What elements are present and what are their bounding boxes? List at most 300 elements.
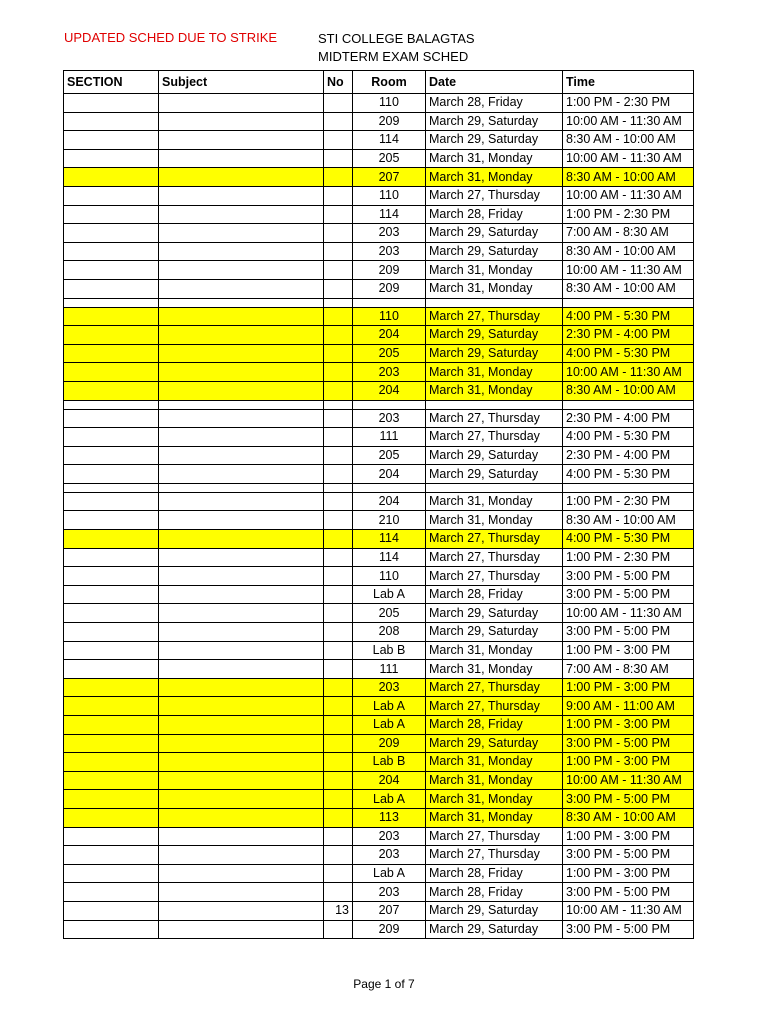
time-cell: 4:00 PM - 5:30 PM — [563, 530, 694, 549]
room-cell: 209 — [353, 112, 426, 131]
no-cell — [324, 604, 353, 623]
subject-cell — [159, 242, 324, 261]
date-cell: March 29, Saturday — [426, 604, 563, 623]
section-cell — [64, 149, 159, 168]
subject-cell — [159, 660, 324, 679]
table-row — [64, 279, 694, 298]
no-cell — [324, 716, 353, 735]
time-cell: 10:00 AM - 11:30 AM — [563, 604, 694, 623]
room-cell: Lab B — [353, 753, 426, 772]
date-cell: March 28, Friday — [426, 864, 563, 883]
room-cell: 114 — [353, 548, 426, 567]
subject-cell — [159, 261, 324, 280]
date-cell: March 31, Monday — [426, 641, 563, 660]
subject-cell — [159, 920, 324, 939]
time-cell: 1:00 PM - 3:00 PM — [563, 753, 694, 772]
room-cell: 203 — [353, 363, 426, 382]
room-cell: Lab A — [353, 716, 426, 735]
room-cell: 114 — [353, 530, 426, 549]
section-cell — [64, 205, 159, 224]
spacer-cell — [353, 400, 426, 409]
date-cell: March 27, Thursday — [426, 827, 563, 846]
room-cell: 204 — [353, 326, 426, 345]
subject-cell — [159, 149, 324, 168]
date-cell: March 29, Saturday — [426, 242, 563, 261]
time-cell: 10:00 AM - 11:30 AM — [563, 149, 694, 168]
time-cell: 1:00 PM - 2:30 PM — [563, 548, 694, 567]
section-cell — [64, 112, 159, 131]
table-row-highlighted — [64, 753, 694, 772]
no-cell — [324, 697, 353, 716]
room-cell: 205 — [353, 344, 426, 363]
subject-cell — [159, 623, 324, 642]
subject-cell — [159, 641, 324, 660]
room-cell: 209 — [353, 734, 426, 753]
subject-cell — [159, 548, 324, 567]
date-cell: March 31, Monday — [426, 771, 563, 790]
room-cell: 205 — [353, 149, 426, 168]
table-row — [64, 131, 694, 150]
table-row-highlighted — [64, 381, 694, 400]
col-no: No — [324, 71, 353, 94]
no-cell — [324, 846, 353, 865]
subject-cell — [159, 808, 324, 827]
section-cell — [64, 753, 159, 772]
date-cell: March 27, Thursday — [426, 428, 563, 447]
room-cell: 110 — [353, 186, 426, 205]
subject-cell — [159, 734, 324, 753]
subject-cell — [159, 697, 324, 716]
table-row-highlighted — [64, 790, 694, 809]
table-row — [64, 567, 694, 586]
spacer-row — [64, 483, 694, 492]
date-cell: March 29, Saturday — [426, 112, 563, 131]
section-cell — [64, 381, 159, 400]
room-cell: 203 — [353, 883, 426, 902]
room-cell: 110 — [353, 307, 426, 326]
no-cell — [324, 920, 353, 939]
table-row-highlighted — [64, 716, 694, 735]
time-cell: 10:00 AM - 11:30 AM — [563, 363, 694, 382]
no-cell — [324, 734, 353, 753]
room-cell: Lab B — [353, 641, 426, 660]
section-cell — [64, 716, 159, 735]
date-cell: March 28, Friday — [426, 205, 563, 224]
table-row-highlighted — [64, 363, 694, 382]
time-cell: 3:00 PM - 5:00 PM — [563, 585, 694, 604]
room-cell: 114 — [353, 205, 426, 224]
page-number: Page 1 of 7 — [353, 977, 415, 991]
date-cell: March 31, Monday — [426, 168, 563, 187]
table-row — [64, 261, 694, 280]
no-cell — [324, 94, 353, 113]
strike-notice: UPDATED SCHED DUE TO STRIKE — [64, 30, 278, 45]
date-cell: March 29, Saturday — [426, 623, 563, 642]
room-cell: 207 — [353, 168, 426, 187]
section-cell — [64, 530, 159, 549]
spacer-cell — [563, 483, 694, 492]
table-row — [64, 409, 694, 428]
spacer-cell — [426, 298, 563, 307]
section-cell — [64, 492, 159, 511]
section-cell — [64, 94, 159, 113]
section-cell — [64, 790, 159, 809]
table-row — [64, 920, 694, 939]
table-row — [64, 511, 694, 530]
subject-cell — [159, 567, 324, 586]
date-cell: March 31, Monday — [426, 790, 563, 809]
no-cell — [324, 446, 353, 465]
room-cell: Lab A — [353, 864, 426, 883]
date-cell: March 31, Monday — [426, 492, 563, 511]
section-cell — [64, 548, 159, 567]
date-cell: March 29, Saturday — [426, 131, 563, 150]
no-cell — [324, 623, 353, 642]
table-row — [64, 901, 694, 920]
time-cell: 7:00 AM - 8:30 AM — [563, 660, 694, 679]
no-cell — [324, 131, 353, 150]
time-cell: 3:00 PM - 5:00 PM — [563, 920, 694, 939]
table-row — [64, 883, 694, 902]
table-row — [64, 242, 694, 261]
no-cell — [324, 307, 353, 326]
subject-cell — [159, 409, 324, 428]
table-row — [64, 846, 694, 865]
table-row — [64, 112, 694, 131]
subject-cell — [159, 307, 324, 326]
section-cell — [64, 901, 159, 920]
table-row — [64, 465, 694, 484]
spacer-cell — [64, 483, 159, 492]
date-cell: March 31, Monday — [426, 660, 563, 679]
no-cell — [324, 242, 353, 261]
no-cell — [324, 186, 353, 205]
spacer-cell — [64, 400, 159, 409]
spacer-cell — [64, 298, 159, 307]
subject-cell — [159, 790, 324, 809]
date-cell: March 27, Thursday — [426, 846, 563, 865]
room-cell: 111 — [353, 660, 426, 679]
date-cell: March 31, Monday — [426, 808, 563, 827]
time-cell: 1:00 PM - 3:00 PM — [563, 864, 694, 883]
date-cell: March 31, Monday — [426, 753, 563, 772]
section-cell — [64, 623, 159, 642]
spacer-cell — [324, 483, 353, 492]
room-cell: 204 — [353, 381, 426, 400]
no-cell — [324, 168, 353, 187]
room-cell: Lab A — [353, 790, 426, 809]
no-cell — [324, 827, 353, 846]
no-cell — [324, 224, 353, 243]
time-cell: 2:30 PM - 4:00 PM — [563, 446, 694, 465]
table-row-highlighted — [64, 307, 694, 326]
subject-cell — [159, 344, 324, 363]
subject-cell — [159, 771, 324, 790]
subject-cell — [159, 168, 324, 187]
no-cell — [324, 279, 353, 298]
section-cell — [64, 242, 159, 261]
table-row-highlighted — [64, 734, 694, 753]
room-cell: 114 — [353, 131, 426, 150]
table-row-highlighted — [64, 326, 694, 345]
no-cell — [324, 530, 353, 549]
date-cell: March 27, Thursday — [426, 567, 563, 586]
no-cell — [324, 864, 353, 883]
room-cell: 111 — [353, 428, 426, 447]
spacer-cell — [563, 400, 694, 409]
time-cell: 1:00 PM - 2:30 PM — [563, 205, 694, 224]
time-cell: 1:00 PM - 3:00 PM — [563, 827, 694, 846]
table-row — [64, 492, 694, 511]
no-cell — [324, 112, 353, 131]
time-cell: 10:00 AM - 11:30 AM — [563, 261, 694, 280]
date-cell: March 27, Thursday — [426, 697, 563, 716]
date-cell: March 29, Saturday — [426, 224, 563, 243]
room-cell: 203 — [353, 409, 426, 428]
spacer-cell — [426, 400, 563, 409]
subject-cell — [159, 901, 324, 920]
no-cell — [324, 149, 353, 168]
spacer-cell — [563, 298, 694, 307]
section-cell — [64, 409, 159, 428]
no-cell — [324, 567, 353, 586]
table-row — [64, 446, 694, 465]
subject-cell — [159, 186, 324, 205]
no-cell: 13 — [324, 901, 353, 920]
section-cell — [64, 883, 159, 902]
no-cell — [324, 205, 353, 224]
section-cell — [64, 511, 159, 530]
date-cell: March 29, Saturday — [426, 734, 563, 753]
schedule-body — [64, 94, 694, 939]
time-cell: 8:30 AM - 10:00 AM — [563, 511, 694, 530]
header-row — [64, 71, 694, 94]
table-row — [64, 224, 694, 243]
section-cell — [64, 846, 159, 865]
time-cell: 8:30 AM - 10:00 AM — [563, 168, 694, 187]
time-cell: 9:00 AM - 11:00 AM — [563, 697, 694, 716]
no-cell — [324, 492, 353, 511]
time-cell: 2:30 PM - 4:00 PM — [563, 409, 694, 428]
date-cell: March 31, Monday — [426, 363, 563, 382]
room-cell: 204 — [353, 492, 426, 511]
no-cell — [324, 344, 353, 363]
no-cell — [324, 261, 353, 280]
no-cell — [324, 771, 353, 790]
time-cell: 1:00 PM - 3:00 PM — [563, 641, 694, 660]
no-cell — [324, 409, 353, 428]
room-cell: 113 — [353, 808, 426, 827]
section-cell — [64, 446, 159, 465]
room-cell: 204 — [353, 465, 426, 484]
subject-cell — [159, 326, 324, 345]
section-cell — [64, 363, 159, 382]
room-cell: 209 — [353, 279, 426, 298]
date-cell: March 31, Monday — [426, 381, 563, 400]
date-cell: March 31, Monday — [426, 279, 563, 298]
section-cell — [64, 279, 159, 298]
section-cell — [64, 428, 159, 447]
time-cell: 10:00 AM - 11:30 AM — [563, 112, 694, 131]
section-cell — [64, 168, 159, 187]
date-cell: March 31, Monday — [426, 149, 563, 168]
room-cell: 204 — [353, 771, 426, 790]
date-cell: March 28, Friday — [426, 883, 563, 902]
no-cell — [324, 465, 353, 484]
time-cell: 8:30 AM - 10:00 AM — [563, 279, 694, 298]
room-cell: 209 — [353, 920, 426, 939]
subject-cell — [159, 446, 324, 465]
school-name: STI COLLEGE BALAGTAS — [318, 31, 475, 46]
section-cell — [64, 920, 159, 939]
spacer-cell — [159, 483, 324, 492]
date-cell: March 29, Saturday — [426, 901, 563, 920]
section-cell — [64, 808, 159, 827]
table-row — [64, 149, 694, 168]
exam-title: MIDTERM EXAM SCHED — [318, 49, 469, 64]
table-row — [64, 205, 694, 224]
section-cell — [64, 827, 159, 846]
table-row — [64, 660, 694, 679]
time-cell: 4:00 PM - 5:30 PM — [563, 307, 694, 326]
spacer-cell — [353, 298, 426, 307]
time-cell: 4:00 PM - 5:30 PM — [563, 428, 694, 447]
date-cell: March 28, Friday — [426, 94, 563, 113]
no-cell — [324, 790, 353, 809]
room-cell: 203 — [353, 827, 426, 846]
no-cell — [324, 883, 353, 902]
spacer-cell — [159, 298, 324, 307]
table-row — [64, 548, 694, 567]
subject-cell — [159, 131, 324, 150]
subject-cell — [159, 465, 324, 484]
time-cell: 8:30 AM - 10:00 AM — [563, 381, 694, 400]
table-row-highlighted — [64, 530, 694, 549]
time-cell: 1:00 PM - 3:00 PM — [563, 716, 694, 735]
subject-cell — [159, 224, 324, 243]
spacer-cell — [324, 400, 353, 409]
time-cell: 3:00 PM - 5:00 PM — [563, 883, 694, 902]
table-row — [64, 94, 694, 113]
date-cell: March 27, Thursday — [426, 530, 563, 549]
time-cell: 4:00 PM - 5:30 PM — [563, 465, 694, 484]
date-cell: March 31, Monday — [426, 511, 563, 530]
spacer-cell — [353, 483, 426, 492]
room-cell: 203 — [353, 846, 426, 865]
subject-cell — [159, 678, 324, 697]
time-cell: 1:00 PM - 3:00 PM — [563, 678, 694, 697]
section-cell — [64, 224, 159, 243]
section-cell — [64, 585, 159, 604]
spacer-cell — [324, 298, 353, 307]
section-cell — [64, 465, 159, 484]
room-cell: 208 — [353, 623, 426, 642]
subject-cell — [159, 492, 324, 511]
room-cell: 210 — [353, 511, 426, 530]
subject-cell — [159, 363, 324, 382]
table-row-highlighted — [64, 697, 694, 716]
time-cell: 3:00 PM - 5:00 PM — [563, 623, 694, 642]
subject-cell — [159, 846, 324, 865]
no-cell — [324, 363, 353, 382]
subject-cell — [159, 279, 324, 298]
date-cell: March 29, Saturday — [426, 326, 563, 345]
section-cell — [64, 131, 159, 150]
room-cell: 203 — [353, 242, 426, 261]
col-date: Date — [426, 71, 563, 94]
room-cell: 205 — [353, 446, 426, 465]
room-cell: 110 — [353, 567, 426, 586]
col-section: SECTION — [64, 71, 159, 94]
table-row — [64, 428, 694, 447]
subject-cell — [159, 381, 324, 400]
table-row-highlighted — [64, 678, 694, 697]
subject-cell — [159, 94, 324, 113]
col-time: Time — [563, 71, 694, 94]
time-cell: 10:00 AM - 11:30 AM — [563, 186, 694, 205]
subject-cell — [159, 585, 324, 604]
time-cell: 1:00 PM - 2:30 PM — [563, 94, 694, 113]
schedule-table — [63, 70, 694, 939]
table-row-highlighted — [64, 168, 694, 187]
spacer-cell — [426, 483, 563, 492]
section-cell — [64, 186, 159, 205]
section-cell — [64, 261, 159, 280]
header-block — [318, 30, 475, 66]
section-cell — [64, 678, 159, 697]
no-cell — [324, 381, 353, 400]
date-cell: March 29, Saturday — [426, 446, 563, 465]
subject-cell — [159, 530, 324, 549]
subject-cell — [159, 511, 324, 530]
time-cell: 7:00 AM - 8:30 AM — [563, 224, 694, 243]
room-cell: 207 — [353, 901, 426, 920]
no-cell — [324, 585, 353, 604]
table-row — [64, 623, 694, 642]
no-cell — [324, 548, 353, 567]
section-cell — [64, 641, 159, 660]
date-cell: March 31, Monday — [426, 261, 563, 280]
table-row — [64, 827, 694, 846]
spacer-cell — [159, 400, 324, 409]
subject-cell — [159, 827, 324, 846]
col-subject: Subject — [159, 71, 324, 94]
date-cell: March 27, Thursday — [426, 548, 563, 567]
date-cell: March 29, Saturday — [426, 920, 563, 939]
date-cell: March 27, Thursday — [426, 186, 563, 205]
no-cell — [324, 428, 353, 447]
subject-cell — [159, 428, 324, 447]
spacer-row — [64, 400, 694, 409]
table-row-highlighted — [64, 771, 694, 790]
date-cell: March 28, Friday — [426, 716, 563, 735]
time-cell: 3:00 PM - 5:00 PM — [563, 734, 694, 753]
time-cell: 8:30 AM - 10:00 AM — [563, 131, 694, 150]
subject-cell — [159, 716, 324, 735]
room-cell: Lab A — [353, 697, 426, 716]
time-cell: 10:00 AM - 11:30 AM — [563, 771, 694, 790]
time-cell: 3:00 PM - 5:00 PM — [563, 790, 694, 809]
table-row-highlighted — [64, 344, 694, 363]
date-cell: March 29, Saturday — [426, 465, 563, 484]
no-cell — [324, 511, 353, 530]
section-cell — [64, 771, 159, 790]
section-cell — [64, 344, 159, 363]
subject-cell — [159, 753, 324, 772]
section-cell — [64, 567, 159, 586]
table-row — [64, 604, 694, 623]
table-row — [64, 864, 694, 883]
